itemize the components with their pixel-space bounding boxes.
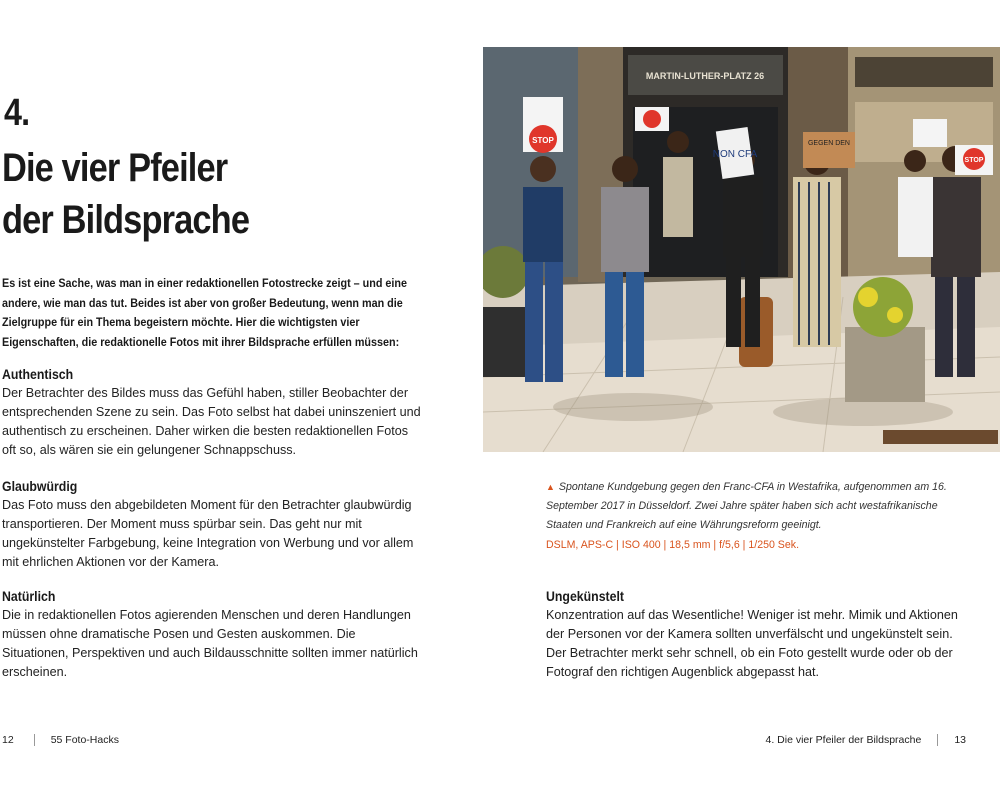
sign-text: STOP bbox=[964, 157, 984, 164]
footer-right bbox=[765, 734, 966, 746]
section-authentisch bbox=[2, 364, 422, 460]
section-ungekuenstelt bbox=[546, 586, 976, 682]
footer-left bbox=[2, 734, 119, 746]
footer-divider bbox=[34, 734, 35, 746]
caption-text: Spontane Kundgebung gegen den Franc-CFA in Westafrika, aufgenommen am 16. September 2017 in Düsseldorf. Zwei Jahre später haben sich acht westafrikanische Staaten und Frankreich auf eine Währungsreform geeinigt. bbox=[546, 481, 947, 531]
book-title: 55 Foto-Hacks bbox=[50, 734, 119, 746]
camera-settings: DSLM, APS-C | ISO 400 | 18,5 mm | f/5,6 | 1/250 Sek. bbox=[546, 539, 800, 551]
section-glaubwuerdig bbox=[2, 476, 422, 572]
sign-text: STOP bbox=[532, 136, 554, 145]
sign-text: GEGEN DEN bbox=[807, 140, 851, 147]
protest-photo bbox=[483, 47, 1000, 452]
section-text: Die in redaktionellen Fotos agierenden Menschen und deren Handlungen müssen ohne dramatische Posen und Gesten auskommen. Die Situationen, Perspektiven und auch Bildausschnitte sollten immer natürlich erscheinen. bbox=[2, 608, 418, 679]
sign-text: NON CFA bbox=[712, 149, 758, 160]
section-text: Das Foto muss den abgebildeten Moment für den Betrachter glaubwürdig transportieren. Der Moment muss spürbar sein. Das geht nur mit ungekünstelter Farbgebung, keine Integration von Werbung und vor allem mit ehrlichen Aktionen vor der Kamera. bbox=[2, 498, 414, 569]
intro-paragraph: Es ist eine Sache, was man in einer redaktionellen Fotostrecke zeigt – und eine andere, wie man das tut. Beides ist aber von großer Bedeutung, wenn man die Zielgruppe für ein Thema begeistern möchte. Hier die wichtigsten vier Eigenschaften, die redaktionelle Fotos mit ihrer Bildsprache erfüllen müssen: bbox=[2, 276, 407, 349]
section-heading: Glaubwürdig bbox=[2, 478, 78, 494]
section-heading: Natürlich bbox=[2, 588, 56, 604]
footer-divider bbox=[937, 734, 938, 746]
building-sign: MARTIN-LUTHER-PLATZ 26 bbox=[645, 71, 765, 81]
chapter-title-line: der Bildsprache bbox=[2, 198, 250, 242]
triangle-up-icon: ▲ bbox=[546, 482, 555, 492]
section-text: Konzentration auf das Wesentliche! Weniger ist mehr. Mimik und Aktionen der Personen vor der Kamera sollten unverfälscht und ungekünstelt sein. Der Betrachter merkt sehr schnell, ob ein Foto gestellt wurde oder ob der Fotograf den richtigen Augenblick abgepasst hat. bbox=[546, 608, 958, 679]
photo-caption bbox=[546, 478, 976, 535]
page-number: 13 bbox=[954, 734, 966, 746]
section-text: Der Betrachter des Bildes muss das Gefühl haben, stiller Beobachter der entsprechenden Szene zu sein. Das Foto selbst hat dabei uninszeniert und authentisch zu erscheinen. Daher wirken die besten redaktionellen Fotos oft so, als wären sie ein gelungener Schnappschuss. bbox=[2, 386, 421, 457]
section-heading: Authentisch bbox=[2, 366, 74, 382]
chapter-title bbox=[2, 142, 346, 246]
page-number: 12 bbox=[2, 734, 14, 746]
chapter-title-line: Die vier Pfeiler bbox=[2, 146, 228, 190]
section-heading: Ungekünstelt bbox=[546, 588, 625, 604]
section-natuerlich bbox=[2, 586, 422, 682]
chapter-number: 4. bbox=[4, 92, 30, 134]
chapter-label: 4. Die vier Pfeiler der Bildsprache bbox=[765, 734, 922, 746]
